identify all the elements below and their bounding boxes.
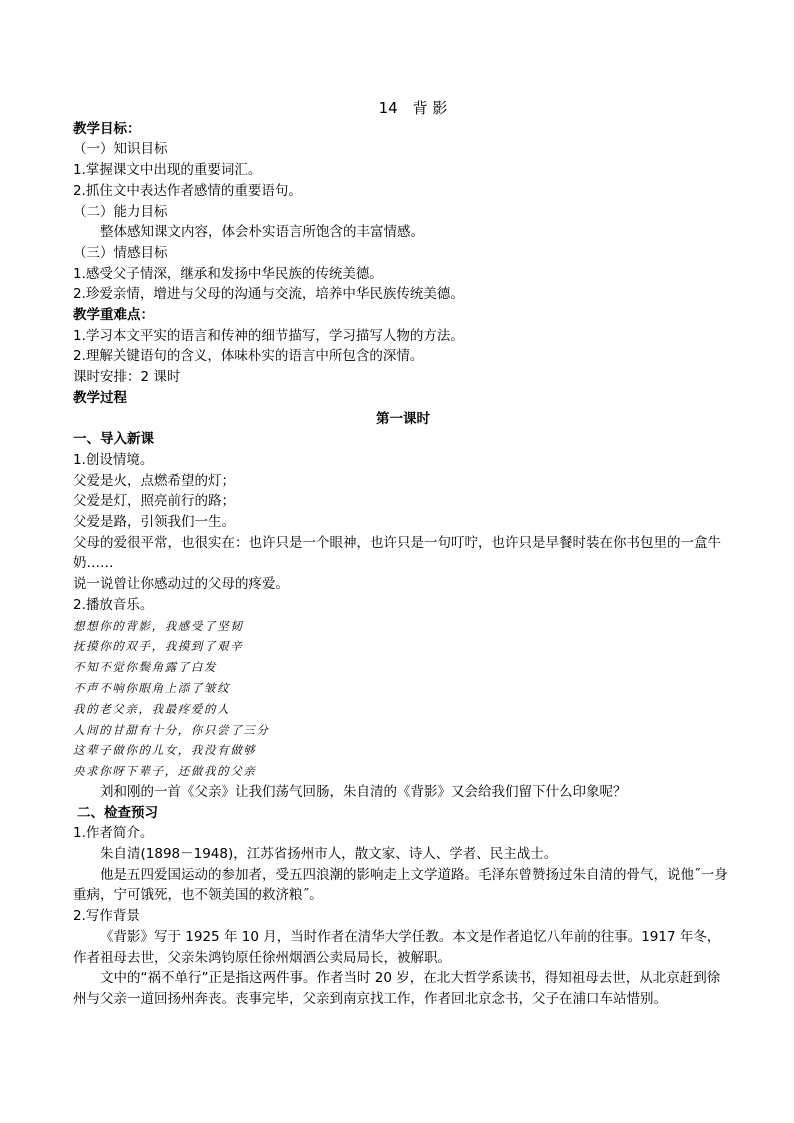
knowledge-heading: （一）知识目标 xyxy=(73,141,168,158)
objectives-heading: 教学目标： xyxy=(73,120,141,137)
background-heading: 2.写作背景 xyxy=(73,908,140,925)
part1-line-1: 父爱是火，点燃希望的灯； xyxy=(73,472,235,489)
part2-heading: 二、检查预习 xyxy=(77,804,158,821)
emotion-heading: （三）情感目标 xyxy=(73,244,168,261)
part1-step2: 2.播放音乐。 xyxy=(73,596,154,613)
part1-prompt: 说一说曾让你感动过的父母的疼爱。 xyxy=(73,576,289,593)
part1-line-3: 父爱是路，引领我们一生。 xyxy=(73,514,235,531)
ability-heading: （二）能力目标 xyxy=(73,203,168,220)
author-heading: 1.作者简介。 xyxy=(73,825,154,842)
lyric-line-3: 不知不觉你鬓角露了白发 xyxy=(73,660,218,675)
lyric-line-4: 不声不响你眼角上添了皱纹 xyxy=(73,680,231,695)
document-page xyxy=(73,98,733,1010)
lyric-line-1: 想想你的背影，我感受了坚韧 xyxy=(73,618,244,633)
author-line-1: 朱自清(1898－1948)，江苏省扬州市人，散文家、诗人、学者、民主战士。 xyxy=(100,846,558,863)
part1-heading: 一、导入新课 xyxy=(73,431,154,448)
emotion-item-2: 2.珍爱亲情，增进与父母的沟通与交流，培养中华民族传统美德。 xyxy=(73,286,464,303)
lyric-line-6: 人间的甘甜有十分，你只尝了三分 xyxy=(73,722,270,737)
lesson-heading: 第一课时 xyxy=(376,410,430,427)
part1-transition: 刘和刚的一首《父亲》让我们荡气回肠，朱自清的《背影》又会给我们留下什么印象呢？ xyxy=(100,783,627,800)
key-point-2: 2.理解关键语句的含义，体味朴实的语言中所包含的深情。 xyxy=(73,348,424,365)
lyric-line-7: 这辈子做你的儿女，我没有做够 xyxy=(73,743,257,758)
knowledge-item-1: 1.掌握课文中出现的重要词汇。 xyxy=(73,162,262,179)
schedule: 课时安排：2 课时 xyxy=(73,369,181,386)
key-points-heading: 教学重难点： xyxy=(73,307,154,324)
process-heading: 教学过程 xyxy=(73,389,127,406)
author-line-2: 他是五四爱国运动的参加者，受五四浪潮的影响走上文学道路。毛泽东曾赞扬过朱自清的骨气，说他˝一身重病，宁可饿死，也不领美国的救济粮˝。 xyxy=(73,866,728,904)
lyric-line-2: 抚摸你的双手，我摸到了艰辛 xyxy=(73,639,244,654)
part1-line-2: 父爱是灯，照亮前行的路； xyxy=(73,493,235,510)
knowledge-item-2: 2.抓住文中表达作者感情的重要语句。 xyxy=(73,182,302,199)
lyric-line-8: 央求你呀下辈子，还做我的父亲 xyxy=(73,764,257,779)
key-point-1: 1.学习本文平实的语言和传神的细节描写，学习描写人物的方法。 xyxy=(73,327,464,344)
document-title: 14 背 影 xyxy=(378,99,448,117)
part1-step1: 1.创设情境。 xyxy=(73,451,154,468)
lyric-line-5: 我的老父亲，我最疼爱的人 xyxy=(73,701,231,716)
background-line-1: 《背影》写于 1925 年 10 月，当时作者在清华大学任教。本文是作者追忆八年前的往事。1917 年冬，作者祖母去世，父亲朱鸿钧原任徐州烟酒公卖局局长，被解职。 xyxy=(73,928,721,966)
background-line-2: 文中的“祸不单行”正是指这两件事。作者当时 20 岁，在北大哲学系读书，得知祖母去世，从北京赶到徐州与父亲一道回扬州奔丧。丧事完毕，父亲到南京找工作，作者回北京念书，父子在浦口车站惜别。 xyxy=(73,970,721,1007)
part1-paragraph: 父母的爱很平常，也很实在：也许只是一个眼神，也许只是一句叮咛，也许只是早餐时装在你书包里的一盒牛奶…… xyxy=(73,534,721,572)
ability-text: 整体感知课文内容，体会朴实语言所饱含的丰富情感。 xyxy=(100,224,424,241)
emotion-item-1: 1.感受父子情深，继承和发扬中华民族的传统美德。 xyxy=(73,265,383,282)
